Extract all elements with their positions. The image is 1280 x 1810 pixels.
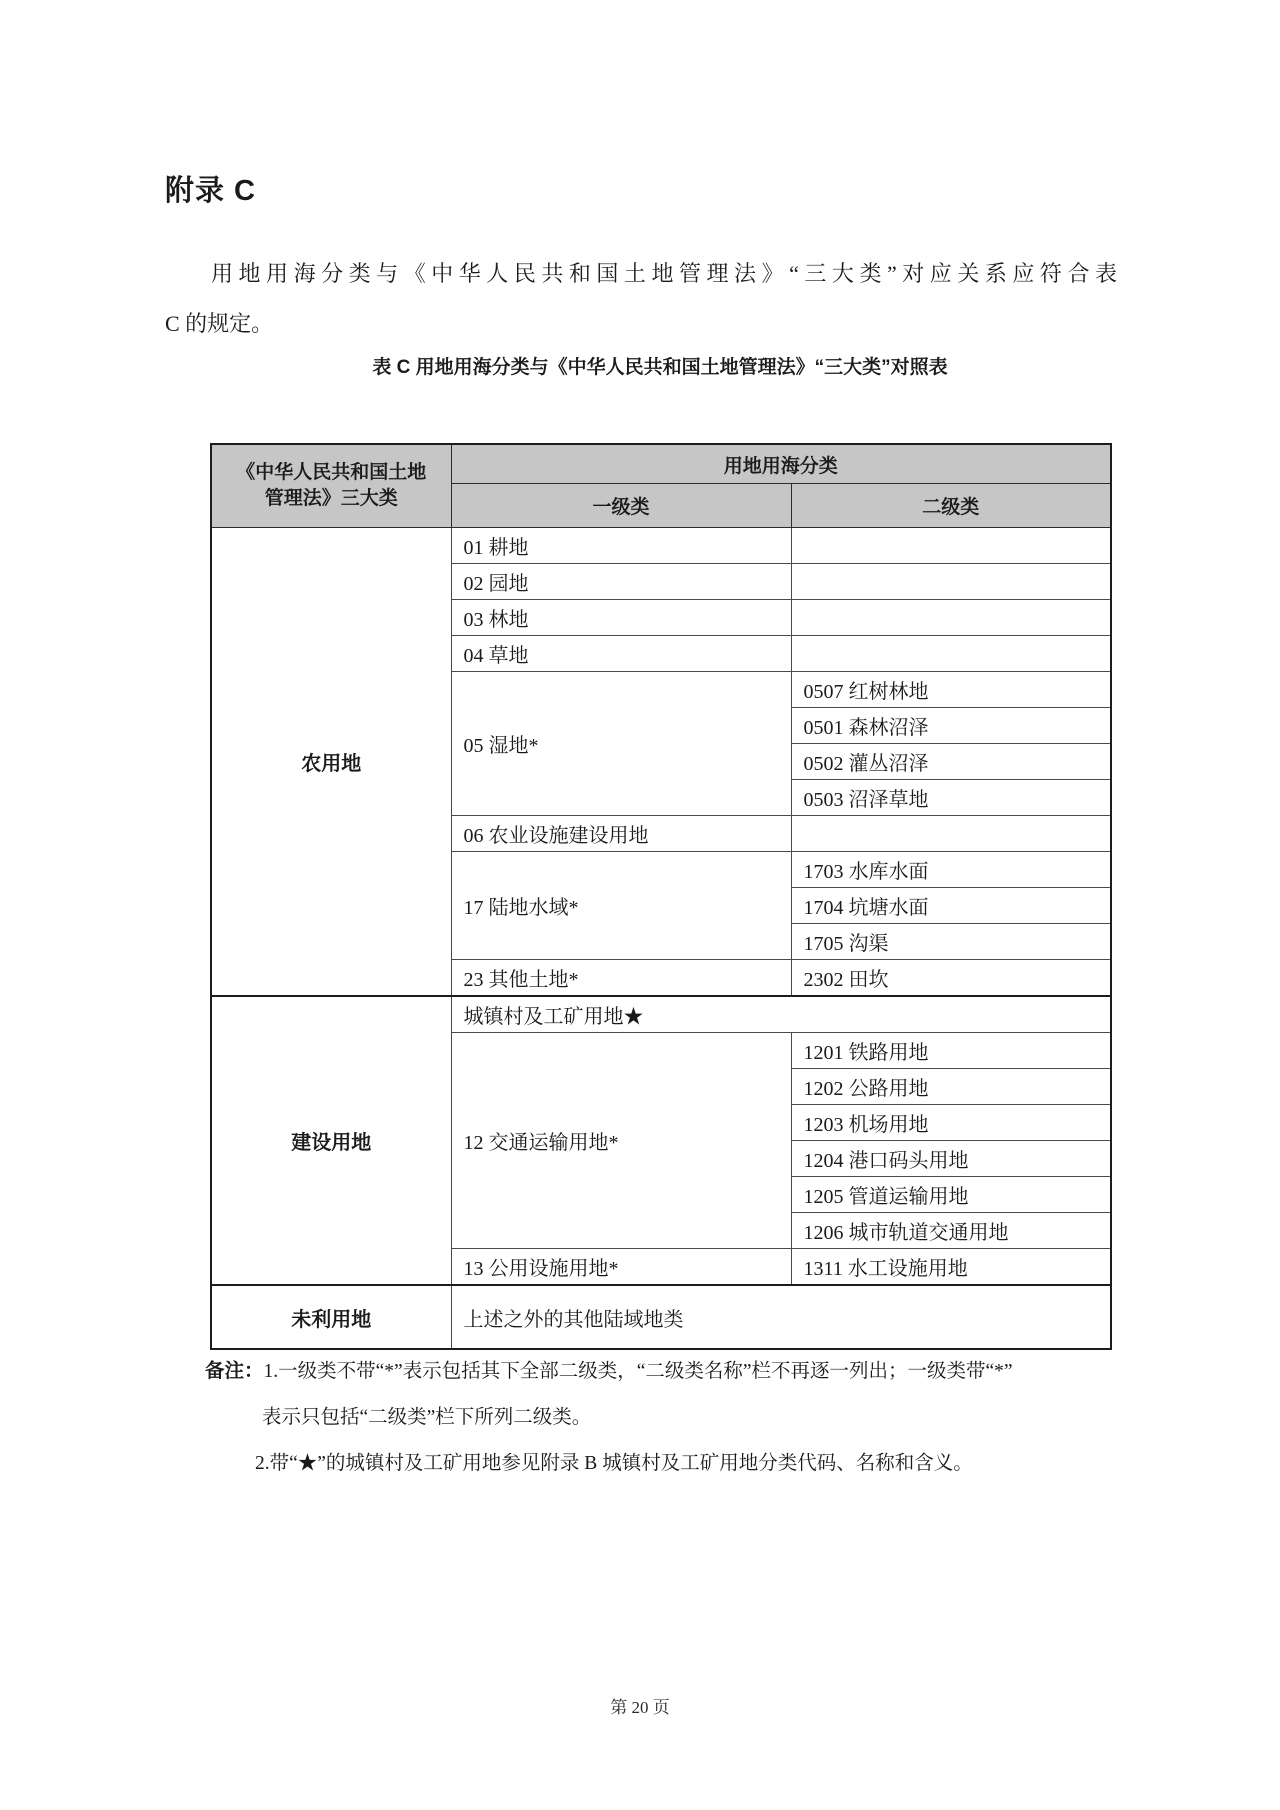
- level2-cell-empty: [791, 600, 1111, 636]
- level1-cell: 23 其他土地*: [451, 960, 791, 997]
- table-body: [211, 528, 1111, 1350]
- level2-cell: 0502 灌丛沼泽: [791, 744, 1111, 780]
- level2-cell: 1206 城市轨道交通用地: [791, 1213, 1111, 1249]
- table-row: [211, 1285, 1111, 1349]
- category-cell-agricultural: 农用地: [211, 528, 451, 997]
- header-law-category: [211, 444, 451, 528]
- header-level1: 一级类: [451, 484, 791, 528]
- note-line-1: [205, 1356, 1173, 1387]
- level2-cell-empty: [791, 564, 1111, 600]
- header-level2: 二级类: [791, 484, 1111, 528]
- header-row-1: [211, 444, 1111, 484]
- level1-cell: 17 陆地水域*: [451, 852, 791, 960]
- level1-cell: 01 耕地: [451, 528, 791, 564]
- table-row: [211, 996, 1111, 1033]
- category-cell-construction: 建设用地: [211, 996, 451, 1285]
- level2-cell: 1311 水工设施用地: [791, 1249, 1111, 1286]
- intro-line-2: C 的规定。: [165, 311, 274, 336]
- header-law-line2: 管理法》三大类: [264, 488, 398, 509]
- level2-cell: 1705 沟渠: [791, 924, 1111, 960]
- level2-cell: 1704 坑塘水面: [791, 888, 1111, 924]
- level2-cell: 1204 港口码头用地: [791, 1141, 1111, 1177]
- level1-cell: 04 草地: [451, 636, 791, 672]
- notes-label: 备注：: [205, 1360, 264, 1382]
- level1-cell: 13 公用设施用地*: [451, 1249, 791, 1286]
- level2-cell-empty: [791, 528, 1111, 564]
- level1-cell: 12 交通运输用地*: [451, 1033, 791, 1249]
- classification-table: [210, 443, 1112, 1350]
- level2-cell-empty: [791, 816, 1111, 852]
- level1-cell-urban: 城镇村及工矿用地★: [451, 996, 1111, 1033]
- intro-paragraph: [165, 258, 1117, 340]
- note1-text: 1.一级类不带“*”表示包括其下全部二级类，“二级类名称”栏不再逐一列出；一级类带“*”: [263, 1361, 1013, 1382]
- header-classification: 用地用海分类: [451, 444, 1111, 484]
- level1-cell: 03 林地: [451, 600, 791, 636]
- level2-cell: 1205 管道运输用地: [791, 1177, 1111, 1213]
- level1-cell: 02 园地: [451, 564, 791, 600]
- level2-cell: 1203 机场用地: [791, 1105, 1111, 1141]
- table-notes: [205, 1356, 1173, 1495]
- appendix-title: 附录 C: [165, 175, 257, 207]
- level2-cell: 1703 水库水面: [791, 852, 1111, 888]
- level2-cell: 0501 森林沼泽: [791, 708, 1111, 744]
- level2-cell: 1201 铁路用地: [791, 1033, 1111, 1069]
- header-law-line1: 《中华人民共和国土地: [236, 462, 427, 483]
- note-line-2: 表示只包括“二级类”栏下所列二级类。: [262, 1407, 592, 1428]
- level2-cell: 2302 田坎: [791, 960, 1111, 997]
- table-caption: 表 C 用地用海分类与《中华人民共和国土地管理法》“三大类”对照表: [372, 357, 948, 378]
- table-header: [211, 444, 1111, 528]
- intro-line-1: 用地用海分类与《中华人民共和国土地管理法》“三大类”对应关系应符合表: [211, 261, 1117, 286]
- level2-cell: 0507 红树林地: [791, 672, 1111, 708]
- table-row: [211, 528, 1111, 564]
- page-number: 第 20 页: [610, 1698, 670, 1717]
- level1-cell: 05 湿地*: [451, 672, 791, 816]
- level1-cell: 06 农业设施建设用地: [451, 816, 791, 852]
- level2-cell: 1202 公路用地: [791, 1069, 1111, 1105]
- category-cell-unused: 未利用地: [211, 1285, 451, 1349]
- note-line-3: 2.带“★”的城镇村及工矿用地参见附录 B 城镇村及工矿用地分类代码、名称和含义。: [255, 1453, 973, 1474]
- level1-cell-unused-desc: 上述之外的其他陆域地类: [451, 1285, 1111, 1349]
- level2-cell: 0503 沼泽草地: [791, 780, 1111, 816]
- level2-cell-empty: [791, 636, 1111, 672]
